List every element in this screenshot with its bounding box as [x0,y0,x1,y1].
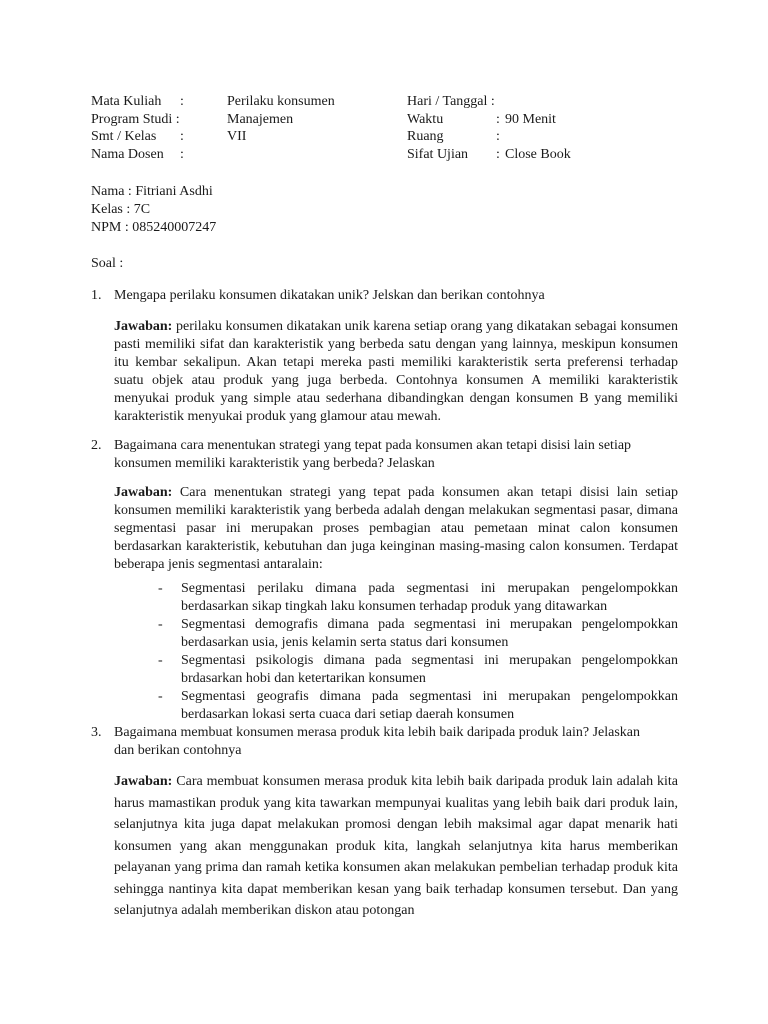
header-label: Sifat Ujian [407,146,469,162]
question-number: 1. [91,288,102,303]
answer-text: perilaku konsumen dikatakan unik karena setiap orang yang dikatakan sebagai konsumen pasti memiliki sifat dan karakteristik yang berbeda satu dengan yang lainnya, meskipun konsumen itu kembar sekalipun. Akan tetapi mereka pasti memiliki karakteristik serta preferensi terhadap suatu objek atau produk yang juga berbeda. Contohnya konsumen A memiliki karakteristik menyukai produk yang simple atau sederhana dibandingkan dengan konsumen B yang memiliki karakteristik menyukai produk yang glamour atau mewah. [114,319,678,424]
header-label: Nama Dosen [91,146,164,162]
header-colon: : [496,146,500,162]
header-colon: : [180,146,184,162]
header-label: Ruang [407,129,444,144]
header-value: Close Book [505,146,571,162]
question-number: 3. [91,725,102,740]
student-name: Nama : Fitriani Asdhi [91,184,213,199]
bullet-dash: - [158,581,163,596]
list-item-text: Segmentasi demografis dimana pada segmentasi ini merupakan pengelompokkan berdasarkan usia, jenis kelamin serta status dari konsumen [181,617,678,650]
list-item-text: Segmentasi geografis dimana pada segmentasi ini merupakan pengelompokkan berdasarkan lokasi serta cuaca dari setiap daerah konsumen [181,689,678,722]
list-item [158,688,678,724]
question-1 [91,287,678,305]
header-label: Smt / Kelas [91,129,157,144]
question-text: Bagaimana membuat konsumen merasa produk kita lebih baik daripada produk lain? Jelaskan dan berikan contohnya [114,725,641,758]
answer-1 [114,318,678,426]
header-colon: : [496,129,500,144]
bullet-dash: - [158,689,163,704]
answer-3 [114,771,678,922]
header-label: Mata Kuliah [91,94,162,109]
student-info [91,183,216,237]
question-text: Bagaimana cara menentukan strategi yang tepat pada konsumen akan tetapi disisi lain setiap konsumen memiliki karakteristik yang berbeda? Jelaskan [114,438,632,471]
header-label: Hari / Tanggal : [407,94,495,109]
header-value: Manajemen [227,111,294,127]
header-colon: : [496,111,500,127]
bullet-dash: - [158,617,163,632]
list-item [158,652,678,688]
header-value: 90 Menit [505,111,556,127]
student-npm: NPM : 085240007247 [91,220,217,235]
list-item-text: Segmentasi psikologis dimana pada segmentasi ini merupakan pengelompokkan brdasarkan hobi dan ketertarikan konsumen [181,653,678,686]
header-colon: : [180,94,184,109]
answer-text: Cara menentukan strategi yang tepat pada konsumen akan tetapi disisi lain setiap konsumen memiliki karakteristik yang berbeda adalah dengan melakukan segmentasi pasar, dimana segmentasi pasar ini merupakan proses pembagian atau pemetaan minat calon konsumen berdasarkan karakteristik, kebutuhan dan juga keinginan masing-masing calon konsumen. Terdapat beberapa jenis segmentasi antaralain: [114,485,678,572]
header-label: Program Studi : [91,111,180,127]
answer-2 [114,484,678,574]
question-text: Mengapa perilaku konsumen dikatakan unik? Jelskan dan berikan contohnya [114,288,545,303]
list-item [158,616,678,652]
segmentation-list [158,580,678,724]
answer-label: Jawaban: [114,485,173,500]
header-label: Waktu [407,111,444,127]
header-value: Perilaku konsumen [227,94,335,109]
list-item-text: Segmentasi perilaku dimana pada segmentasi ini merupakan pengelompokkan berdasarkan sikap tingkah laku konsumen terhadap produk yang ditawarkan [181,581,678,614]
bullet-dash: - [158,653,163,668]
list-item [158,580,678,616]
header-value: VII [227,129,247,144]
question-number: 2. [91,438,102,453]
soal-label: Soal : [91,256,124,271]
student-class: Kelas : 7C [91,202,151,217]
answer-label: Jawaban: [114,774,173,789]
answer-label: Jawaban: [114,319,173,334]
header-colon: : [180,129,184,144]
question-3 [91,724,678,760]
answer-text: Cara membuat konsumen merasa produk kita lebih baik daripada produk lain adalah kita harus mamastikan produk yang kita tawarkan mempunyai kualitas yang lebih baik dari produk lain, selanjutnya kita juga dapat melakukan promosi dengan lebih maksimal agar dapat menarik hati konsumen yang akan menggunakan produk kita, langkah selanjutnya kita harus memberikan pelayanan yang prima dan ramah ketika konsumen akan melakukan pembelian terhadap produk kita sehingga nantinya kita dapat memberikan kesan yang baik terhadap konsumen tersebut. Dan yang selanjutnya adalah memberikan diskon atau potongan [114,774,678,918]
question-2 [91,437,678,473]
